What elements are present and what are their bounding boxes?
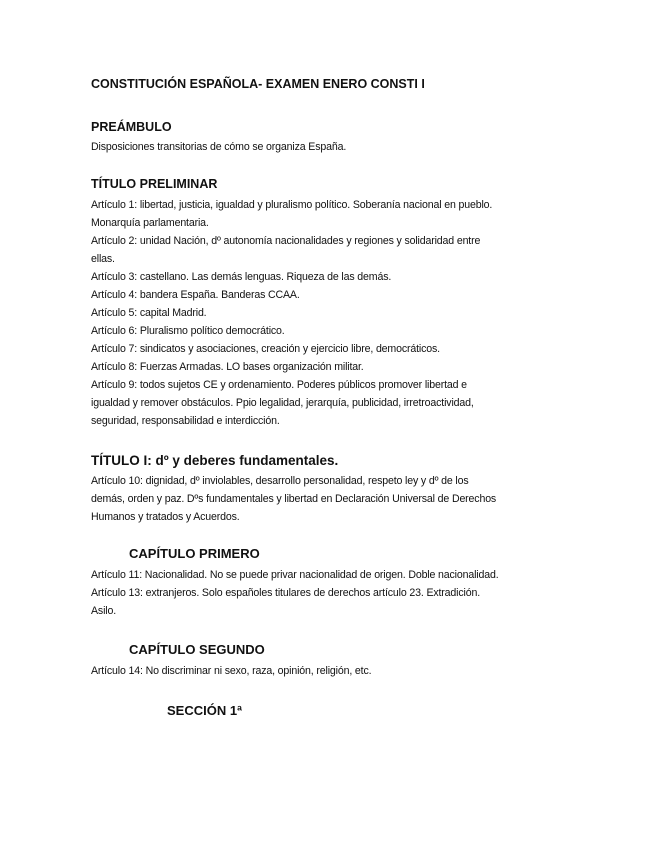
capitulo-segundo-articles: [91, 662, 566, 680]
capitulo-segundo-heading: CAPÍTULO SEGUNDO: [129, 642, 265, 657]
preambulo-text: [91, 138, 566, 156]
titulo-preliminar-heading: TÍTULO PRELIMINAR: [91, 177, 218, 191]
preambulo-heading: PREÁMBULO: [91, 120, 172, 134]
capitulo-primero-articles: [91, 566, 566, 620]
article-14-line-1: Artículo 14: No discriminar ni sexo, raza, opinión, religión, etc.: [91, 665, 372, 677]
titulo-preliminar-articles: [91, 196, 566, 430]
article-10-line-2: demás, orden y paz. Dºs fundamentales y libertad en Declaración Universal de Derechos: [91, 493, 497, 505]
article-9-line-3: seguridad, responsabilidad e interdicción.: [91, 415, 280, 427]
article-10-line-3: Humanos y tratados y Acuerdos.: [91, 511, 240, 523]
capitulo-primero-heading: CAPÍTULO PRIMERO: [129, 546, 260, 561]
article-9-line-2: igualdad y remover obstáculos. Ppio legalidad, jerarquía, publicidad, irretroactividad,: [91, 397, 474, 409]
titulo-i-heading: TÍTULO I: dº y deberes fundamentales.: [91, 453, 339, 468]
article-4-line-1: Artículo 4: bandera España. Banderas CCAA.: [91, 289, 300, 301]
seccion-1-heading: SECCIÓN 1ª: [167, 703, 242, 718]
article-10-line-1: Artículo 10: dignidad, dº inviolables, desarrollo personalidad, respeto ley y dº de los: [91, 475, 469, 487]
titulo-i-articles: [91, 472, 566, 526]
article-1-line-1: Artículo 1: libertad, justicia, igualdad y pluralismo político. Soberanía nacional en pueblo.: [91, 199, 493, 211]
article-7-line-1: Artículo 7: sindicatos y asociaciones, creación y ejercicio libre, democráticos.: [91, 343, 440, 355]
article-13-line-2: Asilo.: [91, 605, 117, 617]
article-11-line-1: Artículo 11: Nacionalidad. No se puede privar nacionalidad de origen. Doble nacionalidad.: [91, 569, 499, 581]
article-8-line-1: Artículo 8: Fuerzas Armadas. LO bases organización militar.: [91, 361, 364, 373]
article-9-line-1: Artículo 9: todos sujetos CE y ordenamiento. Poderes públicos promover libertad e: [91, 379, 467, 391]
article-5-line-1: Artículo 5: capital Madrid.: [91, 307, 207, 319]
article-2-line-2: ellas.: [91, 253, 115, 265]
document-title: CONSTITUCIÓN ESPAÑOLA- EXAMEN ENERO CONSTI I: [91, 77, 425, 91]
article-1-line-2: Monarquía parlamentaria.: [91, 217, 209, 229]
article-13-line-1: Artículo 13: extranjeros. Solo españoles titulares de derechos artículo 23. Extradición.: [91, 587, 480, 599]
preambulo-line: Disposiciones transitorias de cómo se organiza España.: [91, 141, 347, 153]
article-2-line-1: Artículo 2: unidad Nación, dº autonomía nacionalidades y regiones y solidaridad entre: [91, 235, 481, 247]
article-3-line-1: Artículo 3: castellano. Las demás lenguas. Riqueza de las demás.: [91, 271, 392, 283]
article-6-line-1: Artículo 6: Pluralismo político democrático.: [91, 325, 285, 337]
